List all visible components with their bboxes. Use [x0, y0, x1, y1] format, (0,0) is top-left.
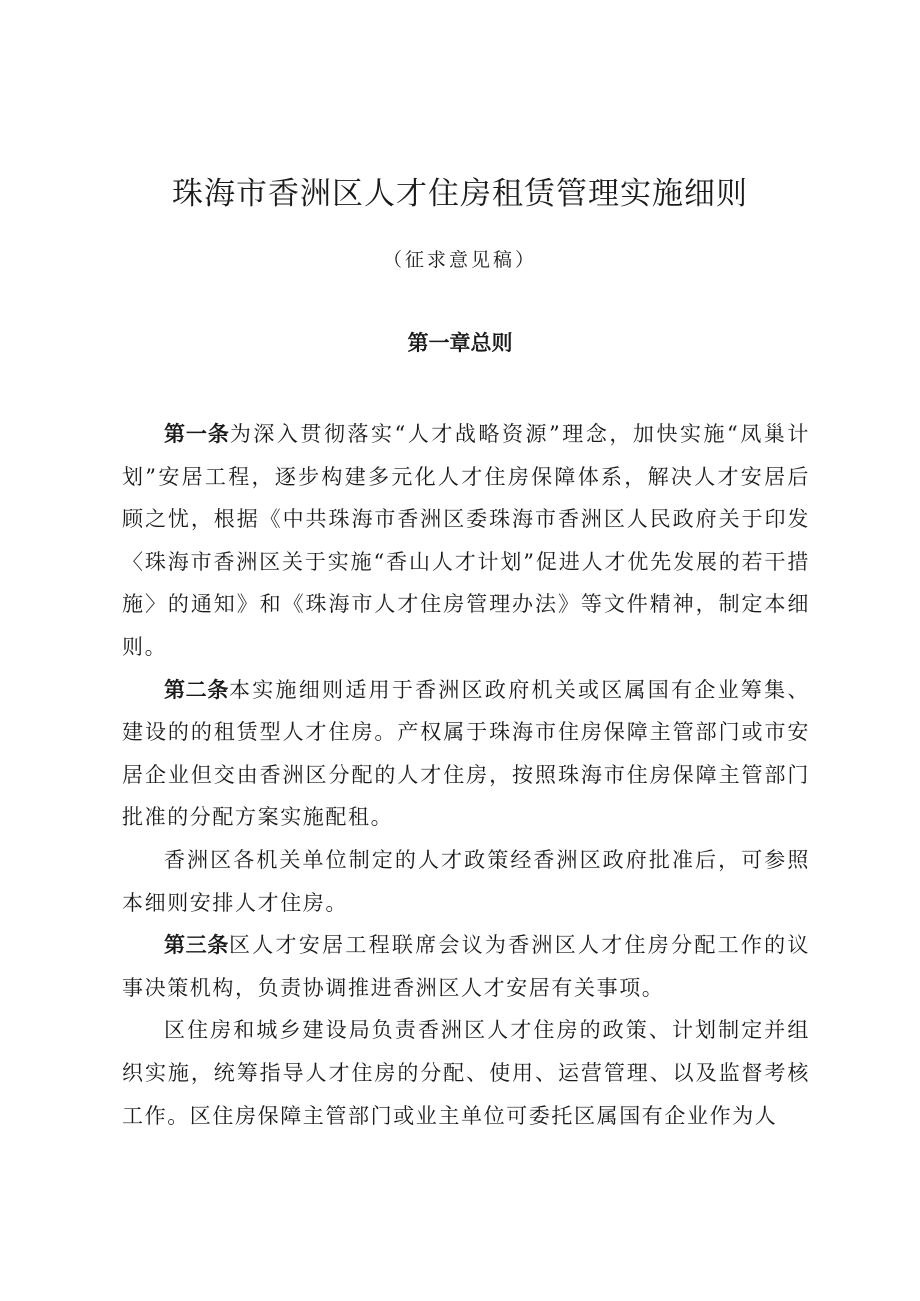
article-label: 第二条 — [164, 677, 229, 702]
article-text: 区人才安居工程联席会议为香洲区人才住房分配工作的议事决策机构，负责协调推进香洲区人才安居有关事项。 — [122, 933, 810, 1000]
article-1 — [122, 413, 810, 669]
article-2 — [122, 669, 810, 839]
article-text: 本实施细则适用于香洲区政府机关或区属国有企业筹集、建设的的租赁型人才住房。产权属于珠海市住房保障主管部门或市安居企业但交由香洲区分配的人才住房，按照珠海市住房保障主管部门批准的分配方案实施配租。 — [122, 677, 810, 830]
article-3-paragraph-2 — [122, 1009, 810, 1137]
document-title: 珠海市香洲区人才住房租赁管理实施细则 — [172, 176, 748, 212]
document-subtitle: （征求意见稿） — [382, 249, 537, 271]
paragraph-text: 香洲区各机关单位制定的人才政策经香洲区政府批准后，可参照本细则安排人才住房。 — [122, 847, 810, 915]
document-body — [122, 413, 810, 1137]
paragraph-text: 区住房和城乡建设局负责香洲区人才住房的政策、计划制定并组织实施，统筹指导人才住房的分配、使用、运营管理、以及监督考核工作。区住房保障主管部门或业主单位可委托区属国有企业作为人 — [122, 1018, 810, 1128]
chapter-heading: 第一章总则 — [407, 331, 513, 355]
article-text: 为深入贯彻落实“人才战略资源”理念，加快实施“凤巢计划”安居工程，逐步构建多元化人才住房保障体系，解决人才安居后顾之忧，根据《中共珠海市香洲区委珠海市香洲区人民政府关于印发〈珠海市香洲区关于实施“香山人才计划”促进人才优先发展的若干措施〉的通知》和《珠海市人才住房管理办法》等文件精神，制定本细则。 — [122, 422, 810, 659]
article-label: 第一条 — [164, 422, 230, 446]
article-label: 第三条 — [164, 933, 229, 958]
article-3 — [122, 924, 810, 1009]
article-2-paragraph-2 — [122, 839, 810, 924]
